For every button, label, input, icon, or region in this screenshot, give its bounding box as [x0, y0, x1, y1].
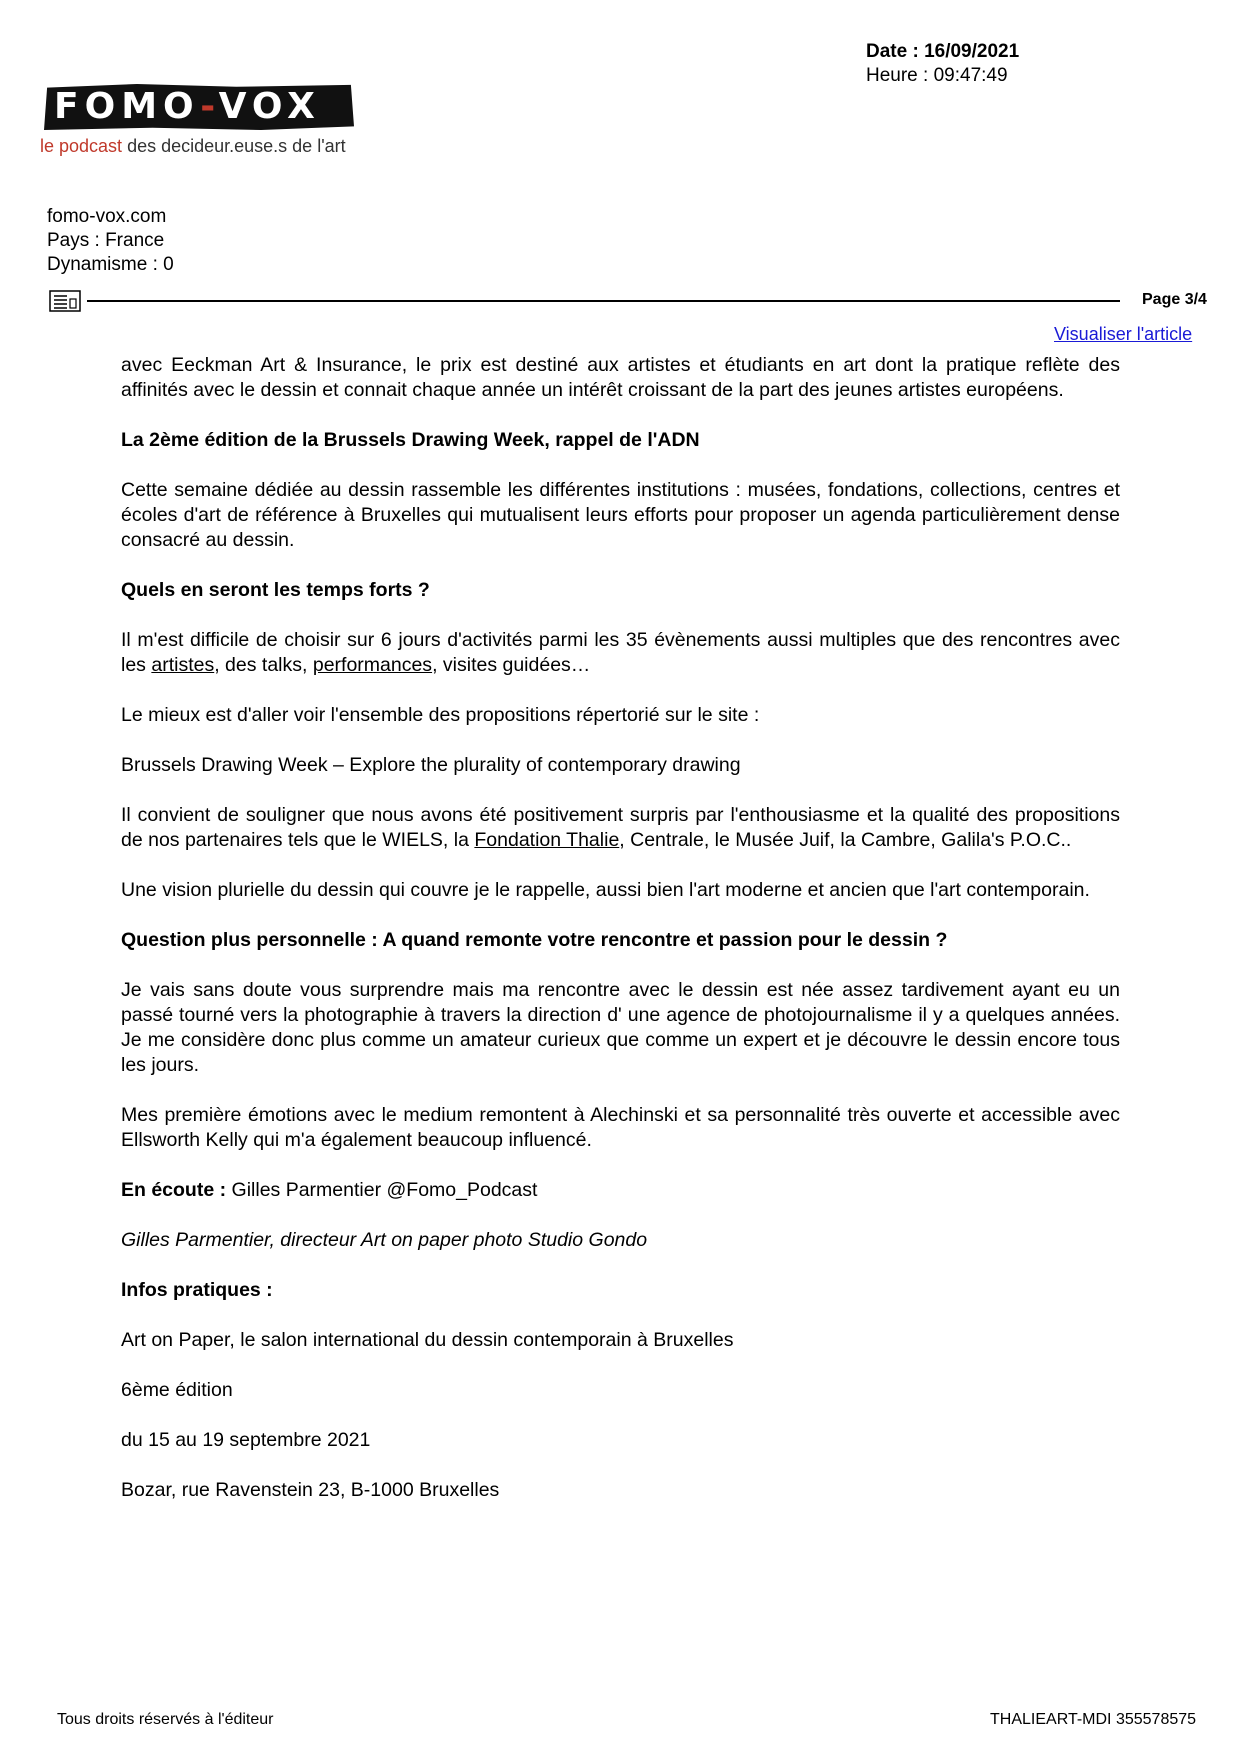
- source-site: fomo-vox.com: [47, 206, 167, 227]
- paragraph-3: Il m'est difficile de choisir sur 6 jours d'activités parmi les 35 évènements aussi multiples que des rencontres avec les artistes, des talks, performances, visites guidées…: [121, 629, 1120, 676]
- listen-value: Gilles Parmentier @Fomo_Podcast: [231, 1179, 538, 1201]
- article-icon: [49, 290, 81, 312]
- date-line: [866, 40, 1019, 64]
- paragraph-5: Brussels Drawing Week – Explore the plurality of contemporary drawing: [121, 754, 741, 776]
- paragraph-4: Le mieux est d'aller voir l'ensemble des propositions répertorié sur le site :: [121, 704, 760, 726]
- artistes-link[interactable]: artistes: [151, 654, 215, 676]
- paragraph-1: avec Eeckman Art & Insurance, le prix est destiné aux artistes et étudiants en art dont la pratique reflète des affinités avec le dessin et connait chaque année un intérêt croissant de la part des jeunes artistes européens.: [121, 354, 1120, 401]
- source-info: [47, 205, 174, 277]
- paragraph-7: Une vision plurielle du dessin qui couvre je le rappelle, aussi bien l'art moderne et ancien que l'art contemporain.: [121, 879, 1090, 901]
- heading-highlights: Quels en seront les temps forts ?: [121, 579, 430, 601]
- view-article-link[interactable]: Visualiser l'article: [1054, 324, 1193, 344]
- page-number: Page 3/4: [1142, 291, 1207, 308]
- photo-caption: Gilles Parmentier, directeur Art on paper photo Studio Gondo: [121, 1229, 648, 1251]
- heading-personal-question: Question plus personnelle : A quand remonte votre rencontre et passion pour le dessin ?: [121, 929, 948, 951]
- listen-line: [121, 1178, 1120, 1203]
- time-line: [866, 64, 1008, 88]
- article-body: [121, 353, 1120, 1528]
- fomo-vox-logo: [40, 78, 360, 162]
- source-dynamism: Dynamisme : 0: [47, 254, 174, 275]
- paragraph-6: Il convient de souligner que nous avons été positivement surpris par l'enthousiasme et la qualité des propositions de nos partenaires tels que le WIELS, la Fondation Thalie, Centrale, le Musée Juif, la Cambre, Galila's P.O.C..: [121, 804, 1120, 851]
- date-label: Date :: [866, 41, 925, 62]
- time-label: Heure :: [866, 65, 934, 86]
- heading-2nd-edition: La 2ème édition de la Brussels Drawing Week, rappel de l'ADN: [121, 429, 700, 451]
- paragraph-9: Mes première émotions avec le medium remontent à Alechinski et sa personnalité très ouverte et accessible avec Ellsworth Kelly qui m'a également beaucoup influencé.: [121, 1104, 1120, 1151]
- paragraph-2: Cette semaine dédiée au dessin rassemble les différentes institutions : musées, fondations, collections, centres et écoles d'art de référence à Bruxelles qui mutualisent leurs efforts pour proposer un agenda particulièrement dense consacré au dessin.: [121, 479, 1120, 551]
- date-value: 16/09/2021: [924, 41, 1020, 62]
- fondation-thalie-link[interactable]: Fondation Thalie: [474, 829, 620, 851]
- footer-reference: THALIEART-MDI 355578575: [990, 1711, 1197, 1728]
- source-country: Pays : France: [47, 230, 165, 251]
- time-value: 09:47:49: [933, 65, 1008, 86]
- listen-label: En écoute :: [121, 1179, 232, 1201]
- info-event: Art on Paper, le salon international du dessin contemporain à Bruxelles: [121, 1329, 734, 1351]
- footer-rights: Tous droits réservés à l'éditeur: [57, 1711, 274, 1728]
- paragraph-8: Je vais sans doute vous surprendre mais ma rencontre avec le dessin est née assez tardivement ayant eu un passé tourné vers la photographie à travers la direction d' une agence de photojournalisme il y a quelques années. Je me considère donc plus comme un amateur curieux que comme un expert et je découvre le dessin encore tous les jours.: [121, 979, 1120, 1076]
- performances-link[interactable]: performances: [312, 654, 433, 676]
- info-edition: 6ème édition: [121, 1379, 233, 1401]
- header-divider: [87, 300, 1120, 302]
- logo-wordmark: FOMO-VOX: [54, 86, 321, 127]
- info-dates: du 15 au 19 septembre 2021: [121, 1429, 371, 1451]
- info-address: Bozar, rue Ravenstein 23, B-1000 Bruxelles: [121, 1479, 500, 1501]
- heading-practical-info: Infos pratiques :: [121, 1279, 273, 1301]
- logo-tagline: le podcast des decideur.euse.s de l'art: [40, 136, 346, 156]
